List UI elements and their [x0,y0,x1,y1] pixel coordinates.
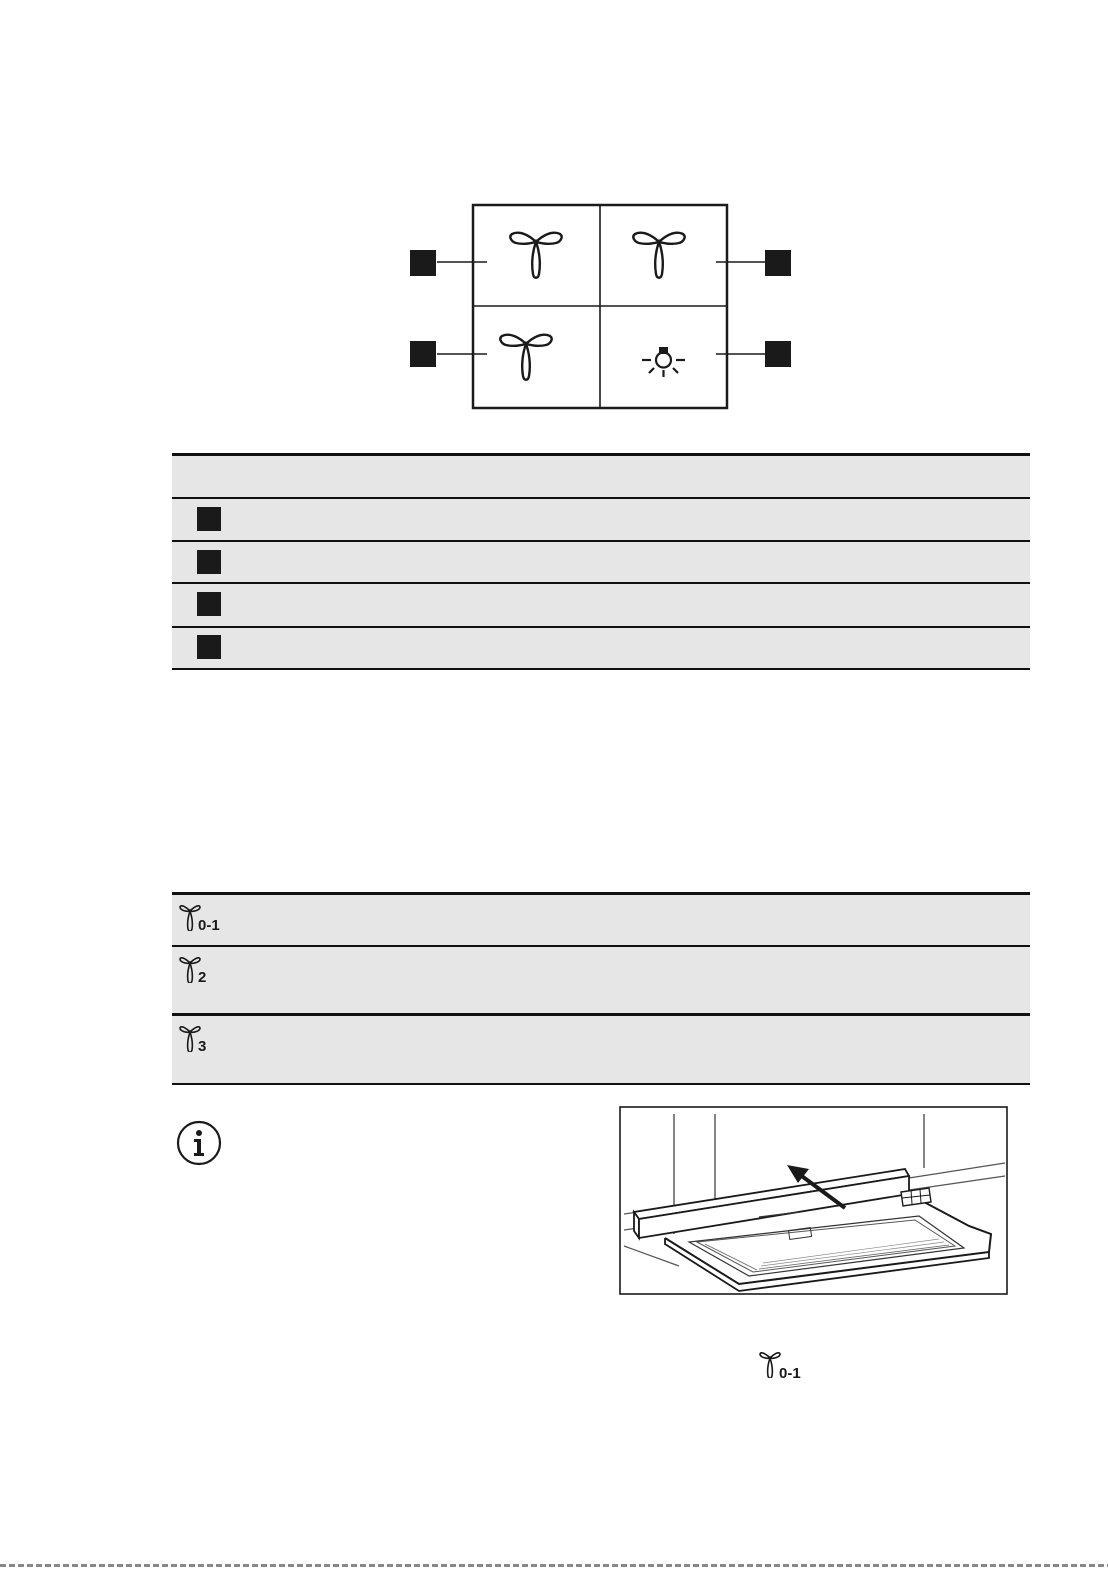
row-marker [197,592,221,616]
callout-marker [410,341,436,367]
speed-subscript: 0-1 [198,917,220,934]
speed-subscript: 2 [198,969,207,986]
speed-subscript: 3 [198,1038,207,1055]
info-icon [176,1120,224,1168]
table-row [172,542,1030,582]
table-header [172,456,1030,497]
fan-icon [510,233,561,278]
table-rule [172,1083,1030,1085]
light-icon [642,347,685,377]
table-rule [172,668,1030,670]
control-panel-diagram [400,196,800,416]
table-row [172,1016,1030,1083]
hood-illustration [619,1106,1009,1297]
table-row [172,584,1030,626]
row-marker [197,507,221,531]
table-row [172,895,1030,945]
row-marker [197,550,221,574]
callout-marker [765,341,791,367]
callout-marker [410,250,436,276]
table-row [172,947,1030,1013]
page-footer-rule [0,1564,1108,1567]
fan-icon [500,335,551,380]
table-row [172,499,1030,540]
fan-icon [633,233,684,278]
callout-marker [765,250,791,276]
row-marker [197,635,221,659]
table-row [172,628,1030,668]
inline-subscript: 0-1 [779,1365,801,1382]
